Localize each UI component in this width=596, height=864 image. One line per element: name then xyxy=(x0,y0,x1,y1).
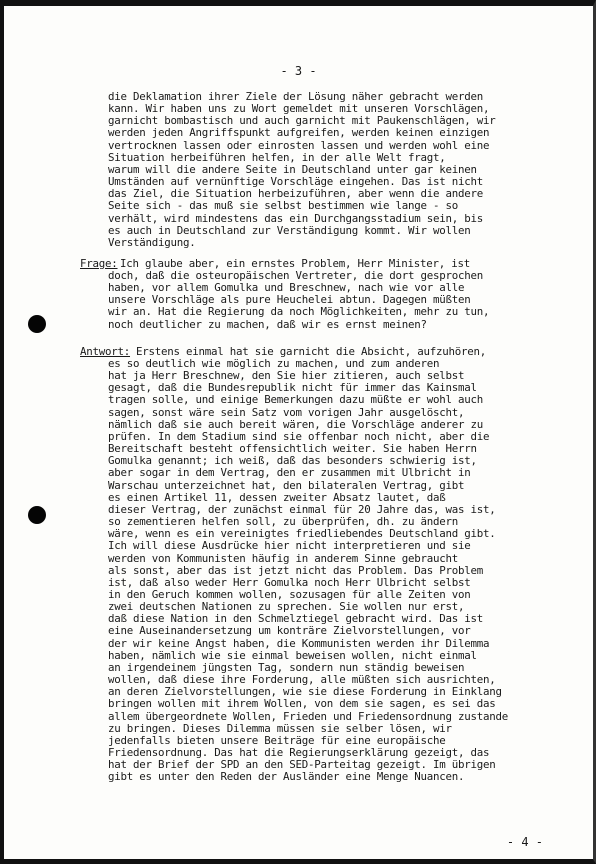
answer-line: eine Auseinandersetzung um konträre Zielvorstellungen, vor xyxy=(108,624,471,638)
answer-line: gibt es unter den Reden der Ausländer eine Menge Nuancen. xyxy=(108,770,465,784)
question-label: Frage: xyxy=(80,257,118,270)
answer-line: werden von Kommunisten häufig in anderem Sinne gebraucht xyxy=(108,551,459,565)
question-text xyxy=(108,270,570,331)
question-line: doch, daß die osteuropäischen Vertreter, die dort gesprochen xyxy=(108,269,484,282)
paragraph-continuation xyxy=(108,91,570,249)
answer-line: aber sogar in dem Vertrag, den er zusammen mit Ulbricht in xyxy=(108,466,471,480)
text-line: das Ziel, die Situation herbeizuführen, aber wenn die andere xyxy=(108,187,484,201)
answer-line: so zementieren helfen soll, zu überprüfen, dh. zu ändern xyxy=(108,515,459,529)
answer-line: an irgendeinem jüngsten Tag, sondern nun ständig beweisen xyxy=(108,660,465,674)
answer-line: wollen, daß diese ihre Forderung, alle müßten sich ausrichten, xyxy=(108,673,496,687)
answer-line: Bereitschaft besteht offensichtlich weiter. Sie haben Herrn xyxy=(108,442,477,456)
text-line: werden jeden Angriffspunkt aufgreifen, werden keinen einzigen xyxy=(108,126,490,140)
answer-line: zu bringen. Dieses Dilemma müssen sie selber lösen, wir xyxy=(108,721,452,735)
answer-line: es einen Artikel 11, dessen zweiter Absatz lautet, daß xyxy=(108,490,446,504)
question-line: noch deutlicher zu machen, daß wir es ernst meinen? xyxy=(108,317,427,331)
question-line: wir an. Hat die Regierung da noch Möglichkeiten, mehr zu tun, xyxy=(108,305,490,319)
answer-line: als sonst, aber das ist jetzt nicht das Problem. Das Problem xyxy=(108,563,484,577)
answer-label: Antwort: xyxy=(80,345,131,358)
answer-line: der wir keine Angst haben, die Kommunisten werden ihr Dilemma xyxy=(108,636,490,650)
answer-line: jedenfalls bieten unsere Beiträge für eine europäische xyxy=(108,733,446,747)
question-first-line: Ich glaube aber, ein ernstes Problem, Herr Minister, ist xyxy=(120,257,471,270)
answer-line: hat ja Herr Breschnew, den Sie hier zitieren, auch selbst xyxy=(108,369,465,383)
answer-line: zwei deutschen Nationen zu sprechen. Sie wollen nur erst, xyxy=(108,600,465,614)
text-line: die Deklamation ihrer Ziele der Lösung näher gebracht werden xyxy=(108,90,484,103)
text-line: Umständen auf vernünftige Vorschläge eingehen. Das ist nicht xyxy=(108,175,484,189)
answer-text xyxy=(108,358,570,783)
answer-line: wäre, wenn es ein vereinigtes friedliebendes Deutschland gibt. xyxy=(108,527,496,541)
answer-first-line: Erstens einmal hat sie garnicht die Absicht, aufzuhören, xyxy=(136,345,487,358)
answer-line: bringen wollen mit ihrem Wollen, von dem sie sagen, es sei das xyxy=(108,697,496,711)
punch-hole-top xyxy=(28,315,46,333)
text-line: kann. Wir haben uns zu Wort gemeldet mit unseren Vorschlägen, xyxy=(108,102,490,116)
answer-line: prüfen. In dem Stadium sind sie offenbar noch nicht, aber die xyxy=(108,429,490,443)
text-line: vertrocknen lassen oder einrosten lassen und werden wohl eine xyxy=(108,138,490,152)
answer-line: in den Geruch kommen wollen, sozusagen für alle Zeiten von xyxy=(108,587,471,601)
answer-line: ist, daß also weder Herr Gomulka noch Herr Ulbricht selbst xyxy=(108,575,471,589)
answer-line: dieser Vertrag, der zunächst einmal für 20 Jahre das, was ist, xyxy=(108,502,496,516)
answer-line: sagen, sonst wäre sein Satz vom vorigen Jahr ausgelöscht, xyxy=(108,405,465,419)
text-line: Situation herbeiführen helfen, in der alle Welt fragt, xyxy=(108,150,446,164)
answer-line: nämlich daß sie auch bereit wären, die Vorschläge anderer zu xyxy=(108,417,484,431)
answer-line: hat der Brief der SPD an den SED-Parteitag gezeigt. Im übrigen xyxy=(108,758,496,772)
answer-line: an deren Zielvorstellungen, wie sie diese Forderung in Einklang xyxy=(108,685,502,699)
question-line: haben, vor allem Gomulka und Breschnew, nach wie vor alle xyxy=(108,281,465,295)
answer-line: es so deutlich wie möglich zu machen, und zum anderen xyxy=(108,357,440,370)
answer-line: gesagt, daß die Bundesrepublik nicht für immer das Kainsmal xyxy=(108,381,477,395)
continuation-marker: - 4 - xyxy=(506,835,543,849)
question-line: unsere Vorschläge als pure Heuchelei abtun. Dagegen müßten xyxy=(108,293,471,307)
text-line: es auch in Deutschland zur Verständigung kommt. Wir wollen xyxy=(108,223,471,237)
punch-hole-bottom xyxy=(28,506,46,524)
answer-line: daß diese Nation in den Schmelztiegel gebracht wird. Das ist xyxy=(108,612,484,626)
text-line: warum will die andere Seite in Deutschland unter gar keinen xyxy=(108,162,477,176)
answer-line: haben, nämlich wie sie einmal beweisen wollen, nicht einmal xyxy=(108,648,477,662)
answer-line: tragen solle, und einige Bemerkungen dazu müßte er wohl auch xyxy=(108,393,484,407)
text-line: Verständigung. xyxy=(108,235,196,249)
text-line: garnicht bombastisch und auch garnicht mit Paukenschlägen, wir xyxy=(108,114,496,128)
answer-line: Friedensordnung. Das hat die Regierungserklärung gezeigt, das xyxy=(108,746,490,759)
text-line: Seite sich - das muß sie selbst bestimmen wie lange - so xyxy=(108,199,459,213)
answer-line: Gomulka genannt; ich weiß, daß das besonders schwierig ist, xyxy=(108,454,477,468)
answer-line: Ich will diese Ausdrücke hier nicht interpretieren und sie xyxy=(108,539,471,553)
text-line: verhält, wird mindestens das ein Durchgangsstadium sein, bis xyxy=(108,211,484,225)
page-number: - 3 - xyxy=(280,64,317,78)
answer-line: allem übergeordnete Wollen, Frieden und Friedensordnung zustande xyxy=(108,709,509,723)
answer-line: Warschau unterzeichnet hat, den bilateralen Vertrag, gibt xyxy=(108,478,465,492)
